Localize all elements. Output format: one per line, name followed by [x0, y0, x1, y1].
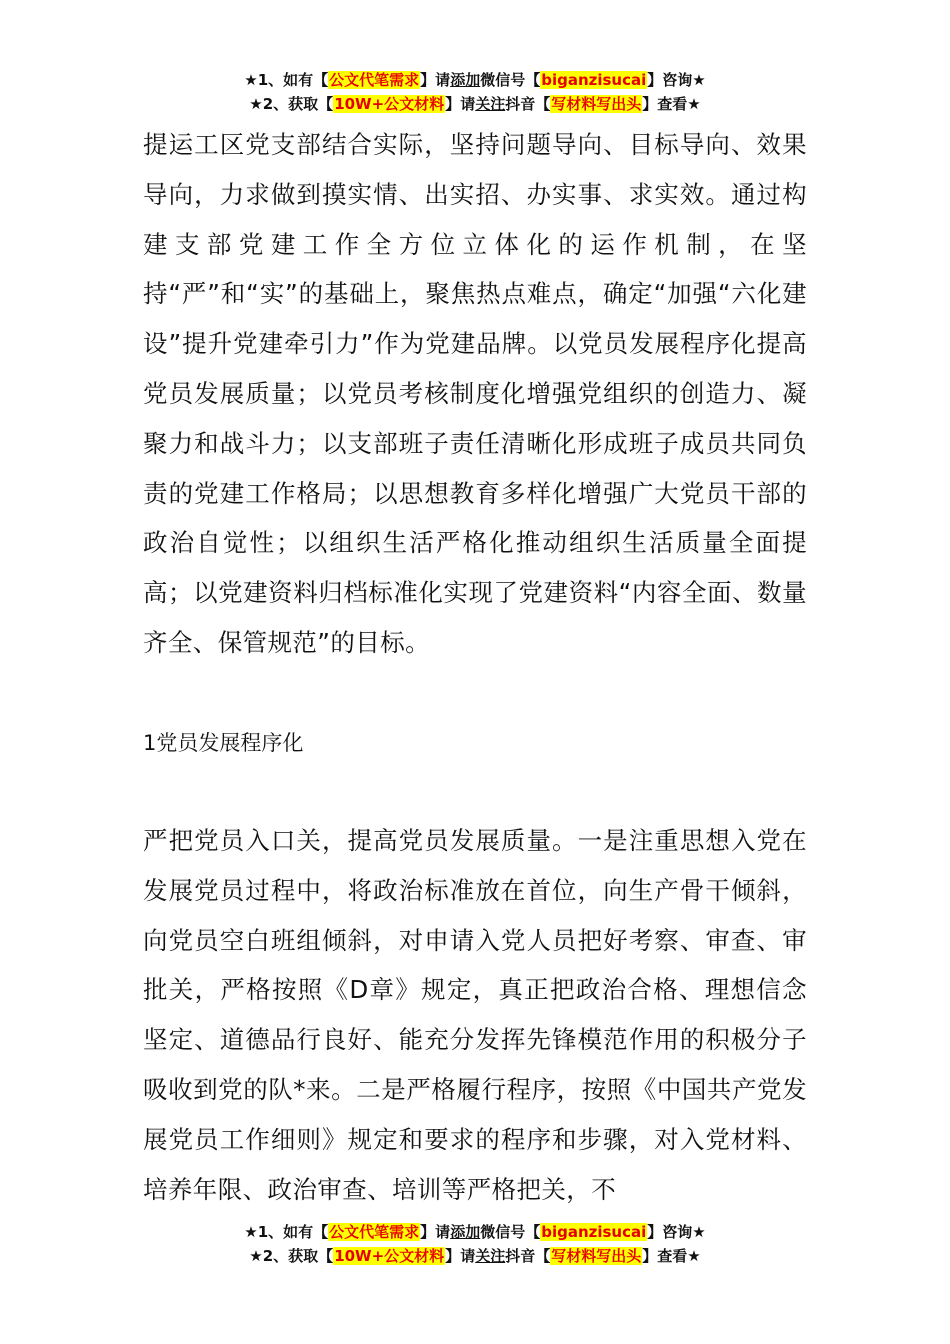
- footer-banner: [0, 1220, 950, 1268]
- banner-text: 微信号【: [480, 1223, 541, 1241]
- banner-underline: 关注: [475, 95, 506, 113]
- banner-highlight: 公文代笔需求: [329, 71, 420, 89]
- banner-text: 抖音【: [505, 1247, 551, 1265]
- document-body: [143, 120, 807, 1204]
- banner-line-2: [0, 92, 950, 116]
- banner-text: 】请: [420, 71, 451, 89]
- banner-text: 微信号【: [480, 71, 541, 89]
- banner-highlight: 写材料写出头: [551, 95, 642, 113]
- banner-text: 】请: [445, 1247, 476, 1265]
- banner-highlight: 公文代笔需求: [329, 1223, 420, 1241]
- banner-text: 抖音【: [505, 95, 551, 113]
- banner-text: 】查看★: [642, 1247, 701, 1265]
- banner-underline: 关注: [475, 1247, 506, 1265]
- paragraph-2: 严把党员入口关，提高党员发展质量。一是注重思想入党在发展党员过程中，将政治标准放在首位，向生产骨干倾斜，向党员空白班组倾斜，对申请入党人员把好考察、审查、审批关，严格按照《D章》规定，真正把政治合格、理想信念坚定、道德品行良好、能充分发挥先锋模范作用的积极分子吸收到党的队*来。二是严格履行程序，按照《中国共产党发展党员工作细则》规定和要求的程序和步骤，对入党材料、培养年限、政治审查、培训等严格把关，不: [143, 826, 807, 1204]
- banner-text: ★2、获取【: [249, 1247, 334, 1265]
- banner-text: ★1、如有【: [244, 1223, 329, 1241]
- banner-line-1: [0, 1220, 950, 1244]
- banner-line-1: [0, 68, 950, 92]
- banner-text: ★2、获取【: [249, 95, 334, 113]
- header-banner: [0, 68, 950, 116]
- section-heading-1: 1党员发展程序化: [143, 731, 304, 755]
- banner-highlight: biganzisucai: [541, 71, 647, 89]
- banner-text: ★1、如有【: [244, 71, 329, 89]
- banner-text: 】请: [445, 95, 476, 113]
- banner-highlight: 10W+公文材料: [334, 95, 445, 113]
- banner-text: 】查看★: [642, 95, 701, 113]
- banner-text: 】咨询★: [647, 71, 706, 89]
- banner-text: 】咨询★: [647, 1223, 706, 1241]
- paragraph-1: 提运工区党支部结合实际，坚持问题导向、目标导向、效果导向，力求做到摸实情、出实招、办实事、求实效。通过构建支部党建工作全方位立体化的运作机制，在坚持“严”和“实”的基础上，聚焦热点难点，确定“加强“六化建设”提升党建牵引力”作为党建品牌。以党员发展程序化提高党员发展质量；以党员考核制度化增强党组织的创造力、凝聚力和战斗力；以支部班子责任清晰化形成班子成员共同负责的党建工作格局；以思想教育多样化增强广大党员干部的政治自觉性；以组织生活严格化推动组织生活质量全面提高；以党建资料归档标准化实现了党建资料“内容全面、数量齐全、保管规范”的目标。: [143, 130, 807, 657]
- banner-highlight: biganzisucai: [541, 1223, 647, 1241]
- banner-text: 】请: [420, 1223, 451, 1241]
- banner-underline: 添加: [450, 1223, 481, 1241]
- banner-highlight: 写材料写出头: [551, 1247, 642, 1265]
- banner-line-2: [0, 1244, 950, 1268]
- banner-highlight: 10W+公文材料: [334, 1247, 445, 1265]
- banner-underline: 添加: [450, 71, 481, 89]
